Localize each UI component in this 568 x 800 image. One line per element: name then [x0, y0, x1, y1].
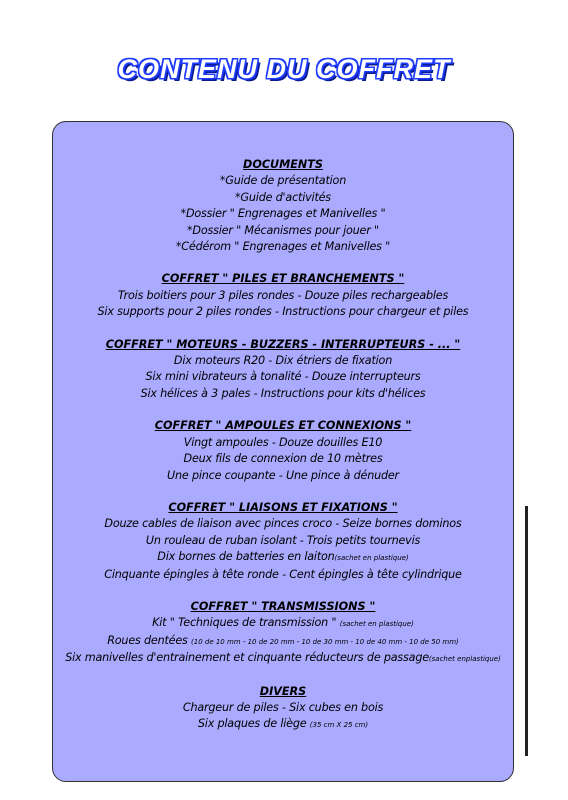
- section-divers: [52, 684, 514, 734]
- list-item: Vingt ampoules - Douze douilles E10: [183, 435, 383, 449]
- list-item: *Guide de présentation: [219, 174, 347, 188]
- section-ampoules: [52, 418, 514, 484]
- list-item: Douze cables de liaison avec pinces croco - Seize bornes dominos: [104, 517, 462, 531]
- list-item: Six hélices à 3 pales - Instructions pour kits d'hélices: [140, 386, 426, 400]
- list-item: Un rouleau de ruban isolant - Trois petits tournevis: [145, 533, 421, 547]
- list-item: *Dossier " Mécanismes pour jouer ": [187, 223, 379, 237]
- list-item: Chargeur de piles - Six cubes en bois: [182, 700, 384, 714]
- side-bar: [525, 506, 528, 756]
- list-item: Dix moteurs R20 - Dix étriers de fixation: [173, 354, 393, 368]
- list-item: Une pince coupante - Une pince à dénuder: [167, 468, 399, 482]
- section-title: COFFRET " TRANSMISSIONS ": [190, 599, 376, 613]
- section-moteurs: [52, 337, 514, 403]
- content-list: [52, 157, 514, 750]
- list-item: Dix bornes de batteries en laiton(sachet en plastique): [157, 550, 409, 564]
- list-item: Deux fils de connexion de 10 mètres: [183, 452, 383, 466]
- list-item: Six mini vibrateurs à tonalité - Douze interrupteurs: [145, 370, 421, 384]
- list-item: Roues dentées (10 de 10 mm - 10 de 20 mm - 10 de 30 mm - 10 de 40 mm - 10 de 50 mm): [107, 633, 459, 647]
- section-title: COFFRET " LIAISONS ET FIXATIONS ": [168, 500, 398, 514]
- list-item: *Guide d'activités: [235, 190, 331, 204]
- list-item: Six plaques de liège (35 cm X 25 cm): [197, 717, 369, 731]
- section-title: COFFRET " PILES ET BRANCHEMENTS ": [161, 272, 405, 286]
- page-title: CONTENU DU COFFRET: [117, 54, 451, 84]
- list-item: Kit " Techniques de transmission " (sachet en plastique): [152, 616, 414, 630]
- list-item: Six manivelles d'entrainement et cinquante réducteurs de passage(sachet enplastique): [65, 651, 501, 665]
- list-item: Six supports pour 2 piles rondes - Instructions pour chargeur et piles: [97, 305, 469, 319]
- section-title: DOCUMENTS: [243, 158, 323, 171]
- list-item: Trois boitiers pour 3 piles rondes - Douze piles rechargeables: [117, 288, 449, 302]
- list-item: Cinquante épingles à tête ronde - Cent épingles à tête cylindrique: [104, 567, 462, 581]
- section-piles: [52, 271, 514, 320]
- section-title: DIVERS: [259, 684, 307, 698]
- list-item: *Dossier " Engrenages et Manivelles ": [180, 207, 386, 221]
- section-title: COFFRET " MOTEURS - BUZZERS - INTERRUPTEURS - ... ": [105, 337, 461, 351]
- section-documents: [52, 157, 514, 255]
- section-liaisons: [52, 500, 514, 583]
- list-item: *Cédérom " Engrenages et Manivelles ": [175, 240, 391, 254]
- section-title: COFFRET " AMPOULES ET CONNEXIONS ": [154, 419, 412, 433]
- section-transmissions: [52, 599, 514, 668]
